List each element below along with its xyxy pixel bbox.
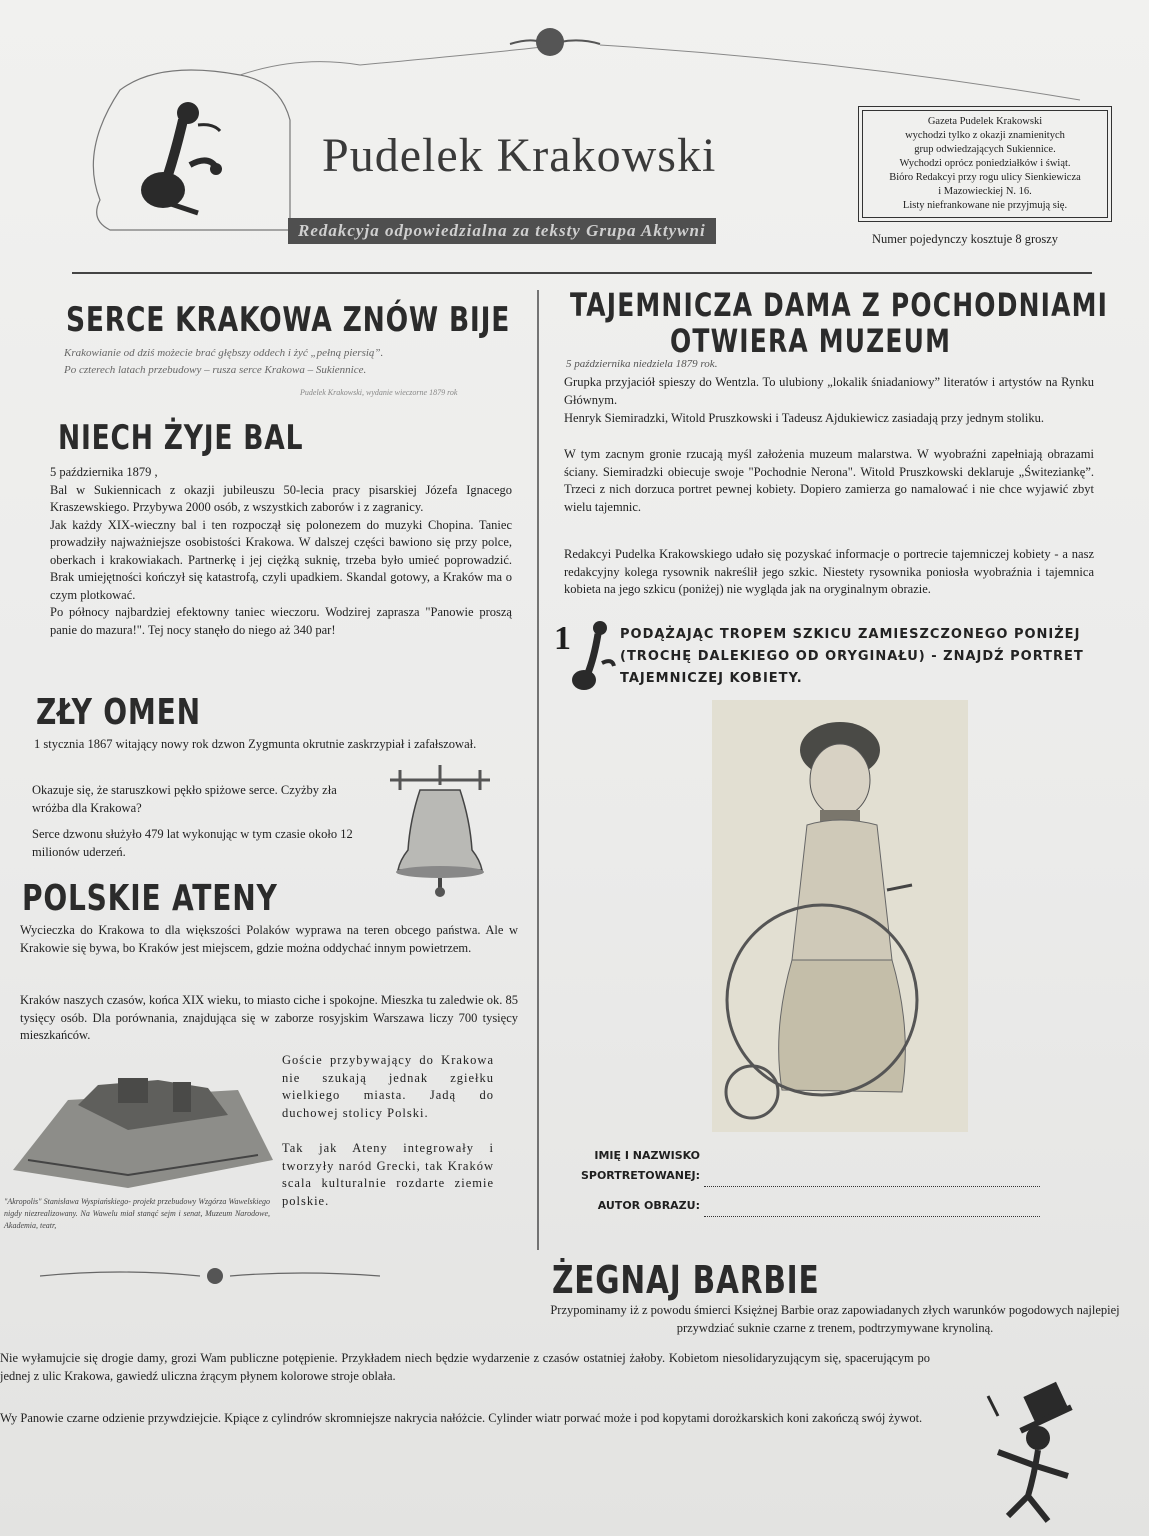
heading-dama: TAJEMNICZA DAMA Z POCHODNIAMI bbox=[570, 286, 1109, 324]
task-number: 1 bbox=[554, 620, 571, 657]
heading-dama-line2: OTWIERA MUZEUM bbox=[670, 322, 952, 360]
dama-p4: Redakcyi Pudelka Krakowskiego udało się pozyskać informacje o portrecie tajemniczej kobiety - a nasz redakcyjny kolega rysownik nakreślił jego szkic. Niestety rysownika poniosła wyobraźnia i tajemnica kobieta na jego szkicu (poniżej) nie wygląda jak na oryginalnym obrazie. bbox=[564, 547, 1094, 596]
bal-paragraph: Po północy najbardziej efektowny taniec wieczoru. Wodzirej zaprasza "Panowie proszą panie do mazura!". Tej nocy stanęło do niego aż 340 par! bbox=[50, 605, 512, 637]
ateny-p1: Wycieczka do Krakowa to dla większości Polaków wyprawa na teren obcego państwa. Ale w Krakowie się bywa, bo Kraków jest miejscem, gdzie można oddychać innym powietrzem. bbox=[20, 923, 518, 955]
sketch-illustration bbox=[712, 700, 968, 1132]
price-note: Numer pojedynczy kosztuje 8 groszy bbox=[872, 232, 1059, 246]
poodle-logo bbox=[128, 95, 223, 220]
heading-barbie: ŻEGNAJ BARBIE bbox=[552, 1258, 820, 1302]
info-line: Listy niefrankowane nie przyjmują się. bbox=[902, 200, 1068, 211]
wawel-model-illustration bbox=[8, 1060, 278, 1190]
omen-p2: Okazuje się, że staruszkowi pękło spiżowe serce. Czyżby zła wróżba dla Krakowa? bbox=[32, 783, 337, 815]
barbie-p1: Przypominamy iż z powodu śmierci Księżnej Barbie oraz zapowiadanych złych warunków pogodowych najlepiej przywdziać suknie czarne z trenem, podtrzymywane krynoliną. bbox=[550, 1303, 1120, 1335]
bottom-p1: Nie wyłamujcie się drogie damy, grozi Wam publiczne potępienie. Przykładem niech będzie wydarzenie z czasów ostatniej żałoby. Kobietom niesolidaryzującym się, spacerującym po jednej z ulic Krakowa, gawiedź uliczna żrącym płynem kolorowe stroje oblała. bbox=[0, 1351, 930, 1383]
subtitle-banner: Redakcyja odpowiedzialna za teksty Grupa Aktywni bbox=[288, 218, 716, 244]
info-box bbox=[862, 110, 1108, 218]
poodle-small-icon bbox=[568, 618, 618, 698]
left-footer-ornament bbox=[40, 1262, 380, 1290]
label-name-line2: SPORTRETOWANEJ: bbox=[580, 1169, 700, 1182]
info-line: wychodzi tylko z okazji znamienitych bbox=[905, 130, 1065, 141]
cyclist-lady-sketch bbox=[712, 700, 968, 1132]
ateny-p3: Goście przybywający do Krakowa nie szukają jednak zgiełku wielkiego miasta. Jadą do duchowej stolicy Polski. bbox=[282, 1053, 494, 1120]
omen-p3: Serce dzwonu służyło 479 lat wykonując w tym czasie około 12 milionów uderzeń. bbox=[32, 827, 353, 859]
info-line: i Mazowieckiej N. 16. bbox=[938, 186, 1032, 197]
task-instruction: PODĄŻAJĄC TROPEM SZKICU ZAMIESZCZONEGO PONIŻEJ (TROCHĘ DALEKIEGO OD ORYGINAŁU) - ZNAJDŹ PORTRET TAJEMNICZEJ KOBIETY. bbox=[620, 627, 1084, 686]
ateny-p4: Tak jak Ateny integrowały i tworzyły naród Grecki, tak Kraków scala kulturalnie rozdarte ziemie polskie. bbox=[282, 1141, 494, 1208]
heading-bal: NIECH ŻYJE BAL bbox=[58, 418, 304, 458]
heading-ateny: POLSKIE ATENY bbox=[22, 878, 278, 919]
serce-line: Krakowianie od dziś możecie brać głębszy oddech i żyć „pełną piersią”. bbox=[64, 347, 384, 359]
bal-paragraph: Jak każdy XIX-wieczny bal i ten rozpoczął się polonezem do muzyki Chopina. Taniec prowadziły najważniejsze osobistości Krakowa. W dalszej części bawiono się przy polce, oberkach i krakowiakach. Partnerkę i jej ciężką suknię, trzeba było umieć poprowadzić. Brak umiejętności kończył się katastrofą, czyli upadkiem. Skandal gotowy, a Kraków ma o czym plotkować. bbox=[50, 517, 512, 602]
heading-omen: ZŁY OMEN bbox=[36, 692, 201, 733]
painting-author-field[interactable] bbox=[704, 1202, 1040, 1217]
info-line: Wychodzi oprócz poniedziałków i świąt. bbox=[899, 158, 1071, 169]
dama-p1: Grupka przyjaciół spieszy do Wentzla. To ulubiony „lokalik śniadaniowy” literatów i artystów na Rynku Głównym. bbox=[564, 375, 1094, 407]
heading-serce: SERCE KRAKOWA ZNÓW BIJE bbox=[66, 300, 511, 340]
label-author: AUTOR OBRAZU: bbox=[597, 1199, 700, 1212]
dama-p3: W tym zacnym gronie rzucają myśl założenia muzeum malarstwa. W wyobraźni zapełniają obrazami ściany. Siemiradzki obiecuje swoje "Pochodnie Nerona". Witold Pruszkowski deklaruje „Świteziankę”. Trzeci z nich dorzuca portret pewnej kobiety. Dopiero zamierza go namalować i nie chce wyjawić zbyt wielu tajemnic. bbox=[564, 447, 1094, 514]
top-hat-figure-icon bbox=[968, 1376, 1108, 1526]
bell-illustration bbox=[380, 760, 500, 900]
bottom-p2: Wy Panowie czarne odzienie przywdziejcie. Kpiące z cylindrów skromniejsze nakrycia nałóżcie. Cylinder wiatr porwać może i pod kopytami dorożkarskich koni zakończą swój żywot. bbox=[0, 1411, 923, 1425]
wawel-caption: "Akropolis" Stanisława Wyspiańskiego- projekt przebudowy Wzgórza Wawelskiego nigdy niezrealizowany. Na Wawelu miał stanąć sejm i senat, Muzeum Narodowe, Akademia, teatr, bbox=[4, 1197, 270, 1230]
dama-p2: Henryk Siemiradzki, Witold Pruszkowski i Tadeusz Ajdukiewicz zasiadają przy jednym stoliku. bbox=[564, 411, 1045, 425]
info-line: Gazeta Pudelek Krakowski bbox=[927, 116, 1043, 127]
info-line: grup odwiedzających Sukiennice. bbox=[914, 144, 1056, 155]
dama-date: 5 października niedziela 1879 rok. bbox=[566, 358, 718, 370]
bal-article bbox=[50, 464, 512, 639]
label-name bbox=[560, 1146, 700, 1186]
ateny-p2: Kraków naszych czasów, końca XIX wieku, to miasto ciche i spokojne. Mieszka tu zaledwie ok. 85 tysięcy osób. Dla porównania, znajdująca się w zaborze rosyjskim Warszawa liczy 700 tysięcy mieszkańców. bbox=[20, 993, 518, 1042]
bal-paragraph: Bal w Sukiennicach z okazji jubileuszu 50-lecia pracy pisarskiej Józefa Ignacego Kraszewskiego. Przybywa 2000 osób, z wszystkich zaborów i z zagranicy. bbox=[50, 482, 512, 514]
bal-date: 5 października 1879 , bbox=[50, 465, 158, 479]
serce-lead bbox=[64, 345, 514, 379]
masthead-rule bbox=[72, 272, 1092, 274]
label-name-line1: IMIĘ I NAZWISKO bbox=[594, 1149, 700, 1162]
serce-line: Po czterech latach przebudowy – rusza serce Krakowa – Sukiennice. bbox=[64, 364, 367, 376]
info-line: Biόro Redakcyi przy rogu ulicy Sienkiewicza bbox=[889, 172, 1081, 183]
portrait-name-field[interactable] bbox=[704, 1172, 1040, 1187]
omen-p1: 1 stycznia 1867 witający nowy rok dzwon Zygmunta okrutnie zaskrzypiał i zafałszował. bbox=[34, 737, 477, 751]
newspaper-title: Pudelek Krakowski bbox=[322, 129, 717, 182]
column-divider bbox=[537, 290, 539, 1250]
serce-signature: Pudelek Krakowski, wydanie wieczorne 1879 rok bbox=[300, 388, 458, 397]
